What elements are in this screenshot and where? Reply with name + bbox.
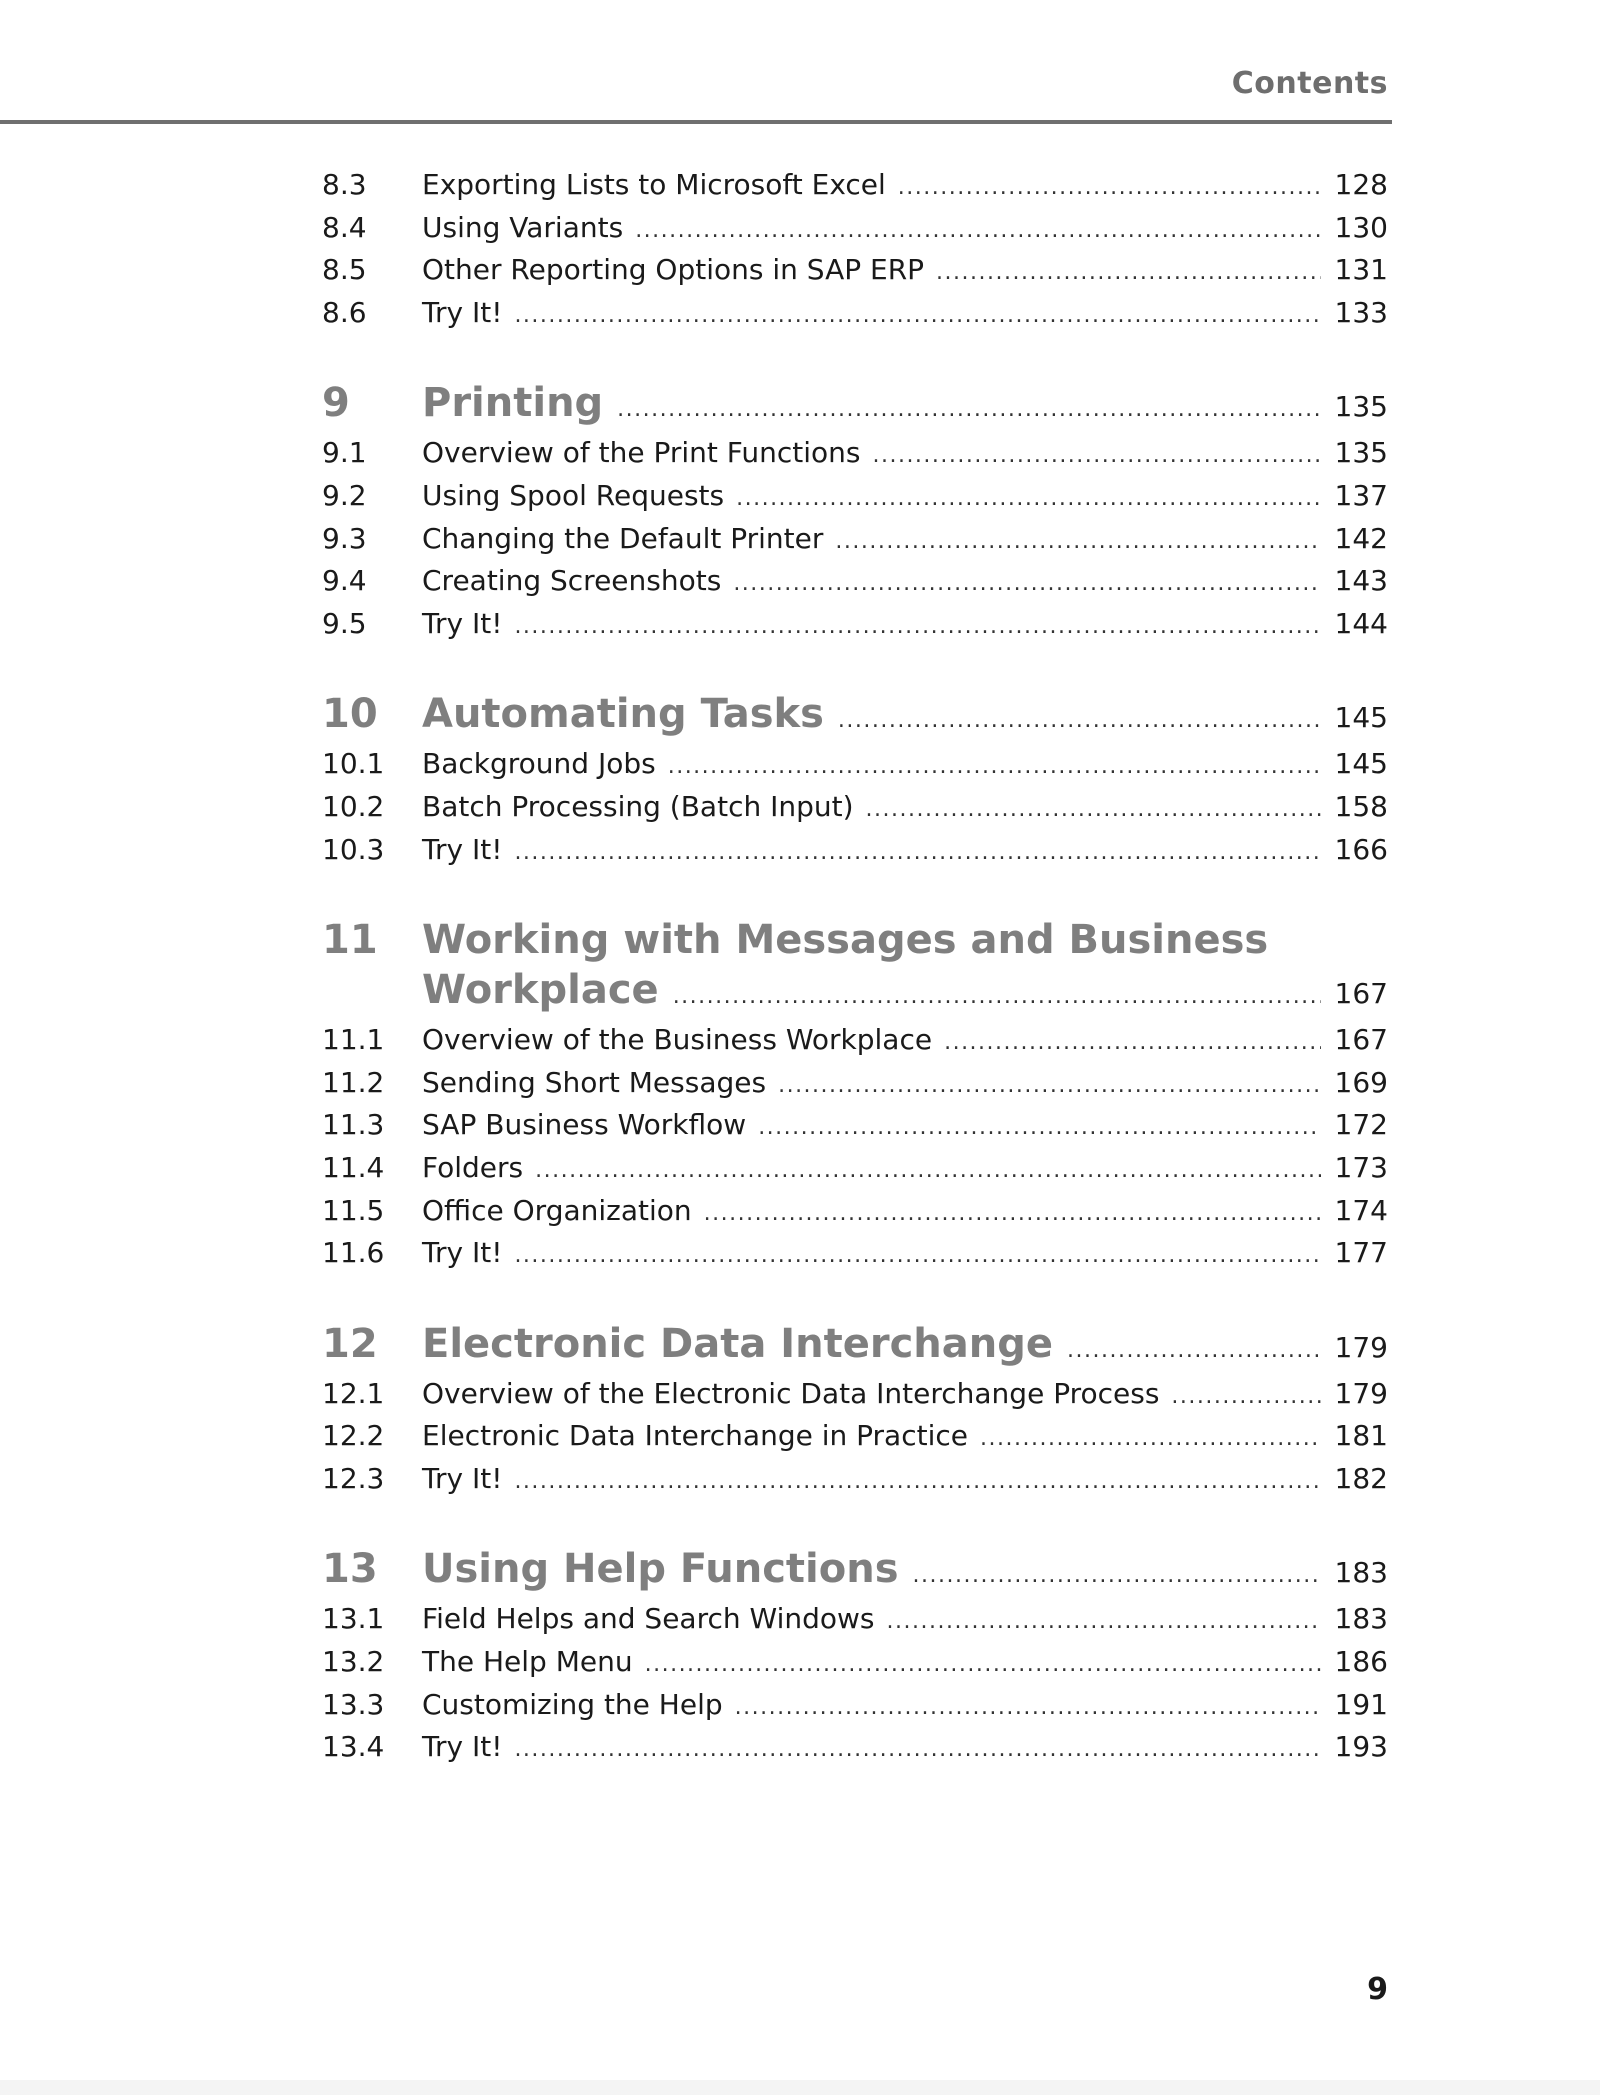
entry-page: 128: [1334, 168, 1388, 201]
chapter-number: 10: [322, 691, 378, 738]
toc-entry[interactable]: [322, 436, 1388, 479]
running-head: [0, 0, 1392, 124]
toc-entry[interactable]: [322, 253, 1388, 296]
entry-page: 137: [1334, 478, 1388, 512]
entry-page: 158: [1334, 789, 1388, 823]
dot-leader: [980, 1426, 1321, 1451]
dot-leader: [913, 1563, 1321, 1588]
dot-leader: [872, 443, 1320, 468]
toc-entry[interactable]: [322, 1151, 1388, 1194]
chapter-heading[interactable]: [322, 917, 1388, 1019]
entry-title: Using Spool Requests: [422, 478, 725, 512]
entry-number: 11.5: [322, 1193, 385, 1227]
chapter-title: Printing: [422, 380, 604, 427]
toc-entry[interactable]: [322, 1236, 1388, 1279]
toc-entry[interactable]: [322, 1194, 1388, 1237]
entry-page: 191: [1334, 1687, 1388, 1721]
toc-section-8: [322, 168, 1388, 338]
dot-leader: [617, 397, 1320, 422]
chapter-heading[interactable]: [322, 1546, 1388, 1598]
entry-number: 11.6: [322, 1236, 385, 1270]
entry-title: Overview of the Print Functions: [422, 436, 861, 470]
dot-leader: [778, 1073, 1320, 1098]
entry-number: 8.5: [322, 253, 367, 287]
dot-leader: [514, 303, 1320, 328]
chapter-heading-line2: [322, 967, 1388, 1019]
entry-number: 9.5: [322, 606, 367, 640]
dot-leader: [835, 529, 1320, 554]
entry-number: 13.3: [322, 1687, 385, 1721]
entry-page: 145: [1334, 747, 1388, 781]
dot-leader: [898, 175, 1321, 200]
entry-page: 135: [1334, 436, 1388, 470]
dot-leader: [866, 797, 1321, 822]
toc-entry[interactable]: [322, 1108, 1388, 1151]
dot-leader: [733, 571, 1320, 596]
entry-number: 13.1: [322, 1602, 385, 1636]
chapter-title: Using Help Functions: [422, 1546, 899, 1593]
entry-page: 173: [1334, 1150, 1388, 1184]
entry-number: 12.3: [322, 1461, 385, 1495]
entry-number: 9.3: [322, 521, 367, 555]
entry-title: Field Helps and Search Windows: [422, 1602, 875, 1636]
chapter-title: Automating Tasks: [422, 691, 824, 738]
entry-title: Changing the Default Printer: [422, 521, 824, 555]
toc-entry[interactable]: [322, 168, 1388, 211]
entry-title: Try It!: [422, 1236, 503, 1270]
dot-leader: [1171, 1384, 1320, 1409]
entry-title: Folders: [422, 1150, 524, 1184]
entry-page: 142: [1334, 521, 1388, 555]
entry-number: 8.4: [322, 210, 367, 244]
chapter-number: 9: [322, 380, 350, 427]
toc-entry[interactable]: [322, 1023, 1388, 1066]
entry-page: 183: [1334, 1602, 1388, 1636]
toc-entry[interactable]: [322, 1462, 1388, 1505]
toc-entry[interactable]: [322, 1066, 1388, 1109]
entry-page: 174: [1334, 1193, 1388, 1227]
toc-entry[interactable]: [322, 1688, 1388, 1731]
toc-section-9: [322, 380, 1388, 649]
dot-leader: [514, 840, 1320, 865]
dot-leader: [704, 1201, 1321, 1226]
entry-title: Batch Processing (Batch Input): [422, 789, 854, 823]
toc-entry[interactable]: [322, 479, 1388, 522]
chapter-heading[interactable]: [322, 691, 1388, 743]
entry-title: Overview of the Business Workplace: [422, 1023, 933, 1057]
toc-section-10: [322, 691, 1388, 875]
dot-leader: [514, 1243, 1320, 1268]
entry-page: 130: [1334, 210, 1388, 244]
entry-page: 169: [1334, 1065, 1388, 1099]
entry-number: 12.1: [322, 1376, 385, 1410]
entry-title: SAP Business Workflow: [422, 1108, 747, 1142]
dot-leader: [1067, 1338, 1321, 1363]
entry-page: 131: [1334, 253, 1388, 287]
chapter-page: 183: [1334, 1556, 1388, 1590]
toc-entry[interactable]: [322, 1730, 1388, 1773]
entry-title: Try It!: [422, 1730, 503, 1764]
toc-section-13: [322, 1546, 1388, 1772]
entry-page: 186: [1334, 1645, 1388, 1679]
chapter-title-continued: Workplace: [422, 967, 659, 1014]
chapter-number: 13: [322, 1546, 378, 1593]
toc-entry[interactable]: [322, 833, 1388, 876]
entry-number: 10.2: [322, 789, 385, 823]
toc-entry[interactable]: [322, 1377, 1388, 1420]
dot-leader: [635, 218, 1320, 243]
entry-title: Sending Short Messages: [422, 1065, 767, 1099]
page-number: 9: [1367, 1972, 1388, 2007]
entry-title: The Help Menu: [422, 1645, 633, 1679]
entry-page: 172: [1334, 1108, 1388, 1142]
entry-page: 144: [1334, 606, 1388, 640]
entry-page: 181: [1334, 1419, 1388, 1453]
dot-leader: [944, 1030, 1320, 1055]
running-head-title: Contents: [1231, 66, 1388, 101]
dot-leader: [735, 1695, 1321, 1720]
toc-entry[interactable]: [322, 296, 1388, 339]
entry-number: 9.1: [322, 436, 367, 470]
entry-page: 143: [1334, 564, 1388, 598]
chapter-title: Electronic Data Interchange: [422, 1320, 1054, 1367]
dot-leader: [514, 1737, 1320, 1762]
entry-title: Try It!: [422, 1461, 503, 1495]
dot-leader: [758, 1115, 1320, 1140]
entry-title: Electronic Data Interchange in Practice: [422, 1419, 968, 1453]
chapter-page: 179: [1334, 1330, 1388, 1364]
toc-entry[interactable]: [322, 790, 1388, 833]
entry-number: 10.3: [322, 832, 385, 866]
toc-entry[interactable]: [322, 747, 1388, 790]
chapter-heading-line1: [322, 917, 1388, 967]
entry-number: 11.1: [322, 1023, 385, 1057]
entry-title: Creating Screenshots: [422, 564, 722, 598]
chapter-heading[interactable]: [322, 380, 1388, 432]
chapter-page: 167: [1334, 977, 1388, 1011]
chapter-heading[interactable]: [322, 1321, 1388, 1373]
entry-number: 12.2: [322, 1419, 385, 1453]
toc-entry[interactable]: [322, 1645, 1388, 1688]
dot-leader: [668, 754, 1321, 779]
entry-title: Other Reporting Options in SAP ERP: [422, 253, 925, 287]
dot-leader: [673, 984, 1321, 1009]
entry-title: Try It!: [422, 832, 503, 866]
entry-page: 166: [1334, 832, 1388, 866]
entry-title: Customizing the Help: [422, 1687, 723, 1721]
entry-number: 11.4: [322, 1150, 385, 1184]
dot-leader: [936, 260, 1321, 285]
dot-leader: [645, 1652, 1321, 1677]
toc-entry[interactable]: [322, 522, 1388, 565]
entry-page: 182: [1334, 1461, 1388, 1495]
entry-number: 11.2: [322, 1065, 385, 1099]
entry-number: 9.2: [322, 478, 367, 512]
dot-leader: [514, 614, 1320, 639]
entry-number: 10.1: [322, 747, 385, 781]
chapter-page: 135: [1334, 390, 1388, 424]
entry-title: Overview of the Electronic Data Interchange Process: [422, 1376, 1160, 1410]
chapter-number: 11: [322, 917, 378, 964]
entry-number: 8.6: [322, 295, 367, 329]
dot-leader: [838, 708, 1321, 733]
entry-number: 8.3: [322, 168, 367, 201]
toc-entry[interactable]: [322, 607, 1388, 650]
toc-entry[interactable]: [322, 1602, 1388, 1645]
entry-title: Exporting Lists to Microsoft Excel: [422, 168, 886, 201]
entry-number: 13.2: [322, 1645, 385, 1679]
entry-page: 133: [1334, 295, 1388, 329]
entry-title: Try It!: [422, 606, 503, 640]
dot-leader: [736, 486, 1320, 511]
table-of-contents: [322, 168, 1388, 1815]
toc-section-12: [322, 1321, 1388, 1505]
entry-title: Using Variants: [422, 210, 624, 244]
entry-page: 167: [1334, 1023, 1388, 1057]
toc-entry[interactable]: [322, 1419, 1388, 1462]
dot-leader: [535, 1158, 1320, 1183]
entry-page: 193: [1334, 1730, 1388, 1764]
toc-section-11: [322, 917, 1388, 1279]
dot-leader: [887, 1609, 1321, 1634]
entry-title: Office Organization: [422, 1193, 692, 1227]
entry-title: Background Jobs: [422, 747, 656, 781]
entry-number: 13.4: [322, 1730, 385, 1764]
toc-entry[interactable]: [322, 211, 1388, 254]
chapter-number: 12: [322, 1320, 378, 1367]
toc-entry[interactable]: [322, 564, 1388, 607]
entry-page: 177: [1334, 1236, 1388, 1270]
chapter-title: Working with Messages and Business: [422, 917, 1269, 964]
chapter-page: 145: [1334, 701, 1388, 735]
entry-number: 9.4: [322, 564, 367, 598]
entry-page: 179: [1334, 1376, 1388, 1410]
entry-number: 11.3: [322, 1108, 385, 1142]
entry-title: Try It!: [422, 295, 503, 329]
dot-leader: [514, 1469, 1320, 1494]
